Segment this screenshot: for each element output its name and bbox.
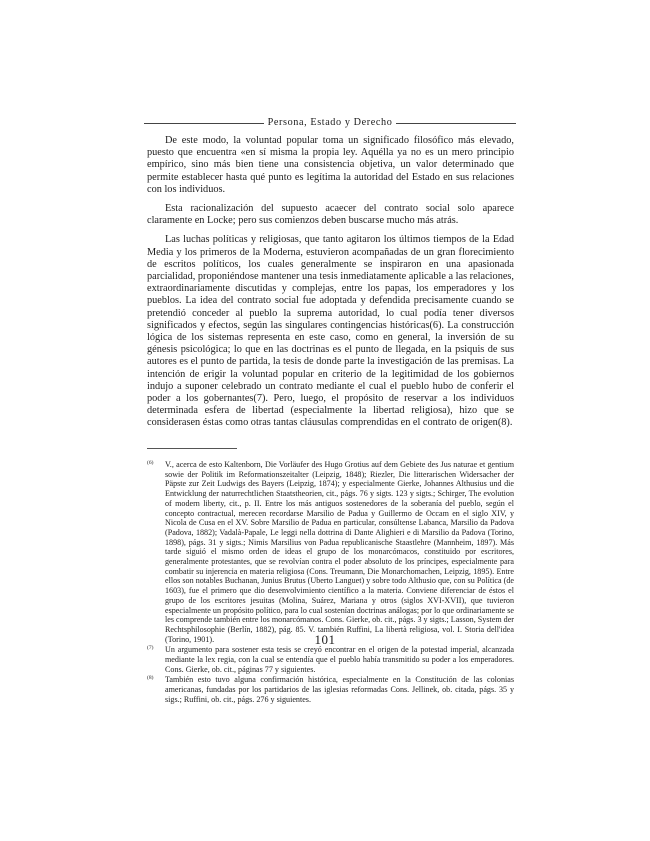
paragraph-2: Esta racionalización del supuesto acaecer del contrato social solo aparece claramente en Locke; pero sus comienzos deben buscarse mucho más atrás. <box>147 203 514 227</box>
footnote-6 <box>147 460 514 644</box>
footnote-text: V., acerca de esto Kaltenborn, Die Vorläufer des Hugo Grotius auf dem Gebiete des Jus naturae et gentium sowie der Politik im Reformationszeitalter (Leipzig, 1848); Riezler, Die litterarischen Widersacher der Päpste zur Zeit Ludwigs des Bayers (Leipzig, 1874); y especialmente Gierke, Johannes Althusius und die Entwicklung der naturrechtlichen Staatstheorien, cit., págs. 76 y sigts. 123 y sigts.; Schirger, The evolution of modern liberty, cit., p. II. Entre los más antiguos sostenedores de la soberanía del pueblo, según el concepto contractual, merecen recordarse Marsilio de Padua y Guillermo de Occam en el siglo XIV, y Nicola de Cusa en el XV. Sobre Marsilio de Padua en particular, consúltense Labanca, Marsilio da Padova (Padova, 1882); Vadalà-Papale, Le leggi nella dottrina di Dante Alighieri e di Marsilio da Padova (Torino, 1898), págs. 31 y sigts.; Nimis Marsilius von Padua republicanische Staastlehre (Mannheim, 1897). Más tarde siguió el mismo orden de ideas el grupo de los monarcómacos, constituido por escritores, generalmente protestantes, que se revolvían contra el poder absoluto de los príncipes, especialmente para combatir su injerencia en materia religiosa (Cons. Treumann, Die Monarchomachen, Leipzig, 1895). Entre ellos son notables Buchanan, Junius Brutus (Uberto Languet) y sobre todo Althusio que, con su Política (de 1603), fue el primero que dio desenvolvimiento científico a la materia. Conviene diferenciar de éstos el grupo de los escritores jesuitas (Molina, Suárez, Mariana y otros (siglos XVI-XVII), que tuvieron especialmente un propósito político, para lo cual sostenían doctrinas análogas; por lo que ordinariamente se les comprende también entre los monarcómanos. Cons. Gierke, ob. cit., págs. 3 y sigts.; Lasson, System der Rechtsphilosophie (Berlín, 1882), pág. 85. V. también Ruffini, La libertà religiosa, vol. I. Storia dell'idea (Torino, 1901). <box>165 460 514 644</box>
header-rule-left <box>144 123 264 124</box>
footnote-text: También esto tuvo alguna confirmación histórica, especialmente en la Constitución de las colonias americanas, fundadas por los partidarios de las iglesias reformadas Cons. Jellinek, ob. citada, págs. 35 y sigs.; Ruffini, ob. cit., págs. 276 y siguientes. <box>165 675 514 704</box>
footnote-8 <box>147 675 514 704</box>
footnote-mark: (6) <box>147 460 154 466</box>
paragraph-3: Las luchas políticas y religiosas, que tanto agitaron los últimos tiempos de la Edad Media y los primeros de la Moderna, estuvieron acompañadas de un gran florecimiento de escritos políticos, los cuales generalmente se inspiraron en una apasionada parcialidad, proponiéndose mantener una tesis inmediatamente aplicable a las relaciones, extraordinariamente discutidas y complejas, entre los papas, los emperadores y los pueblos. La idea del contrato social fue adoptada y defendida precisamente cuando se pretendió conceder al pueblo la suprema autoridad, lo cual podía tener diversos significados y efectos, según las singulares contingencias históricas(6). La construcción lógica de los sistemas representa en este caso, como en general, la inversión de su génesis psicológica; lo que en las doctrinas es el punto de llegada, en la psiquis de sus autores es el punto de partida, la tesis de donde parte la investigación de las premisas. La intención de erigir la voluntad popular en criterio de la legitimidad de los gobiernos indujo a suponer celebrado un contrato mediante el cual el pueblo hubo de conferir el poder a los gobernantes(7). Pero, luego, el propósito de reservar a los individuos determinada esfera de libertad (especialmente la libertad religiosa), hizo que se considerasen éstas como otras tantas cláusulas comprendidas en el contrato de origen(8). <box>147 234 514 429</box>
footnote-text: Un argumento para sostener esta tesis se creyó encontrar en el origen de la potestad imperial, alcanzada mediante la lex regia, con la cual se entendía que el pueblo había transmitido su poder a los emperadores. Cons. Gierke, ob. cit., páginas 77 y siguientes. <box>165 645 514 674</box>
footnote-7 <box>147 645 514 674</box>
footnote-separator <box>147 448 237 449</box>
footnote-mark: (7) <box>147 645 154 652</box>
footnote-mark: (8) <box>147 675 154 682</box>
running-header <box>144 117 516 129</box>
paragraph-1: De este modo, la voluntad popular toma un significado filosófico más elevado, puesto que encuentra «en sí misma la propia ley. Aquélla ya no es un mero principio empírico, sino más bien tiene una consistencia objetiva, un valor determinado que permite establecer hasta qué punto es legítima la autoridad del Estado en sus relaciones con los individuos. <box>147 135 514 195</box>
footnotes <box>147 460 514 706</box>
running-header-title: Persona, Estado y Derecho <box>267 117 393 128</box>
main-text <box>147 135 514 437</box>
header-rule-right <box>396 123 516 124</box>
page-number: 101 <box>314 632 336 647</box>
